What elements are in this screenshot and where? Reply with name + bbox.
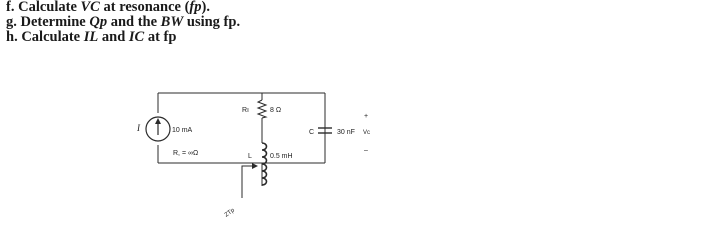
current-source — [146, 117, 170, 141]
source-value-label: 10 mA — [172, 127, 193, 134]
question-g: g. Determine Qp and the BW using fp. — [6, 14, 241, 30]
resistor-value: 8 Ω — [270, 107, 282, 114]
voltage-plus: + — [364, 113, 369, 120]
capacitor-value: 30 nF — [337, 129, 355, 136]
resistor-name: Rı — [242, 107, 249, 114]
source-marker: I — [137, 123, 140, 133]
resistor-r1 — [258, 100, 266, 118]
arrowhead-icon — [252, 163, 258, 169]
source-resistance-label: R, = ∞Ω — [173, 150, 199, 157]
inductor-value: 0.5 mH — [270, 153, 293, 160]
question-h: h. Calculate IL and IC at fp — [6, 29, 177, 45]
impedance-label: ZTp — [223, 207, 236, 219]
voltage-minus: – — [364, 147, 368, 154]
inductor-l — [262, 143, 267, 185]
impedance-arrow — [242, 166, 255, 198]
capacitor-name: C — [309, 129, 315, 136]
inductor-name: L — [248, 153, 252, 160]
voltage-label: Vc — [363, 130, 371, 136]
question-f: f. Calculate VC at resonance (fp). — [6, 0, 210, 15]
